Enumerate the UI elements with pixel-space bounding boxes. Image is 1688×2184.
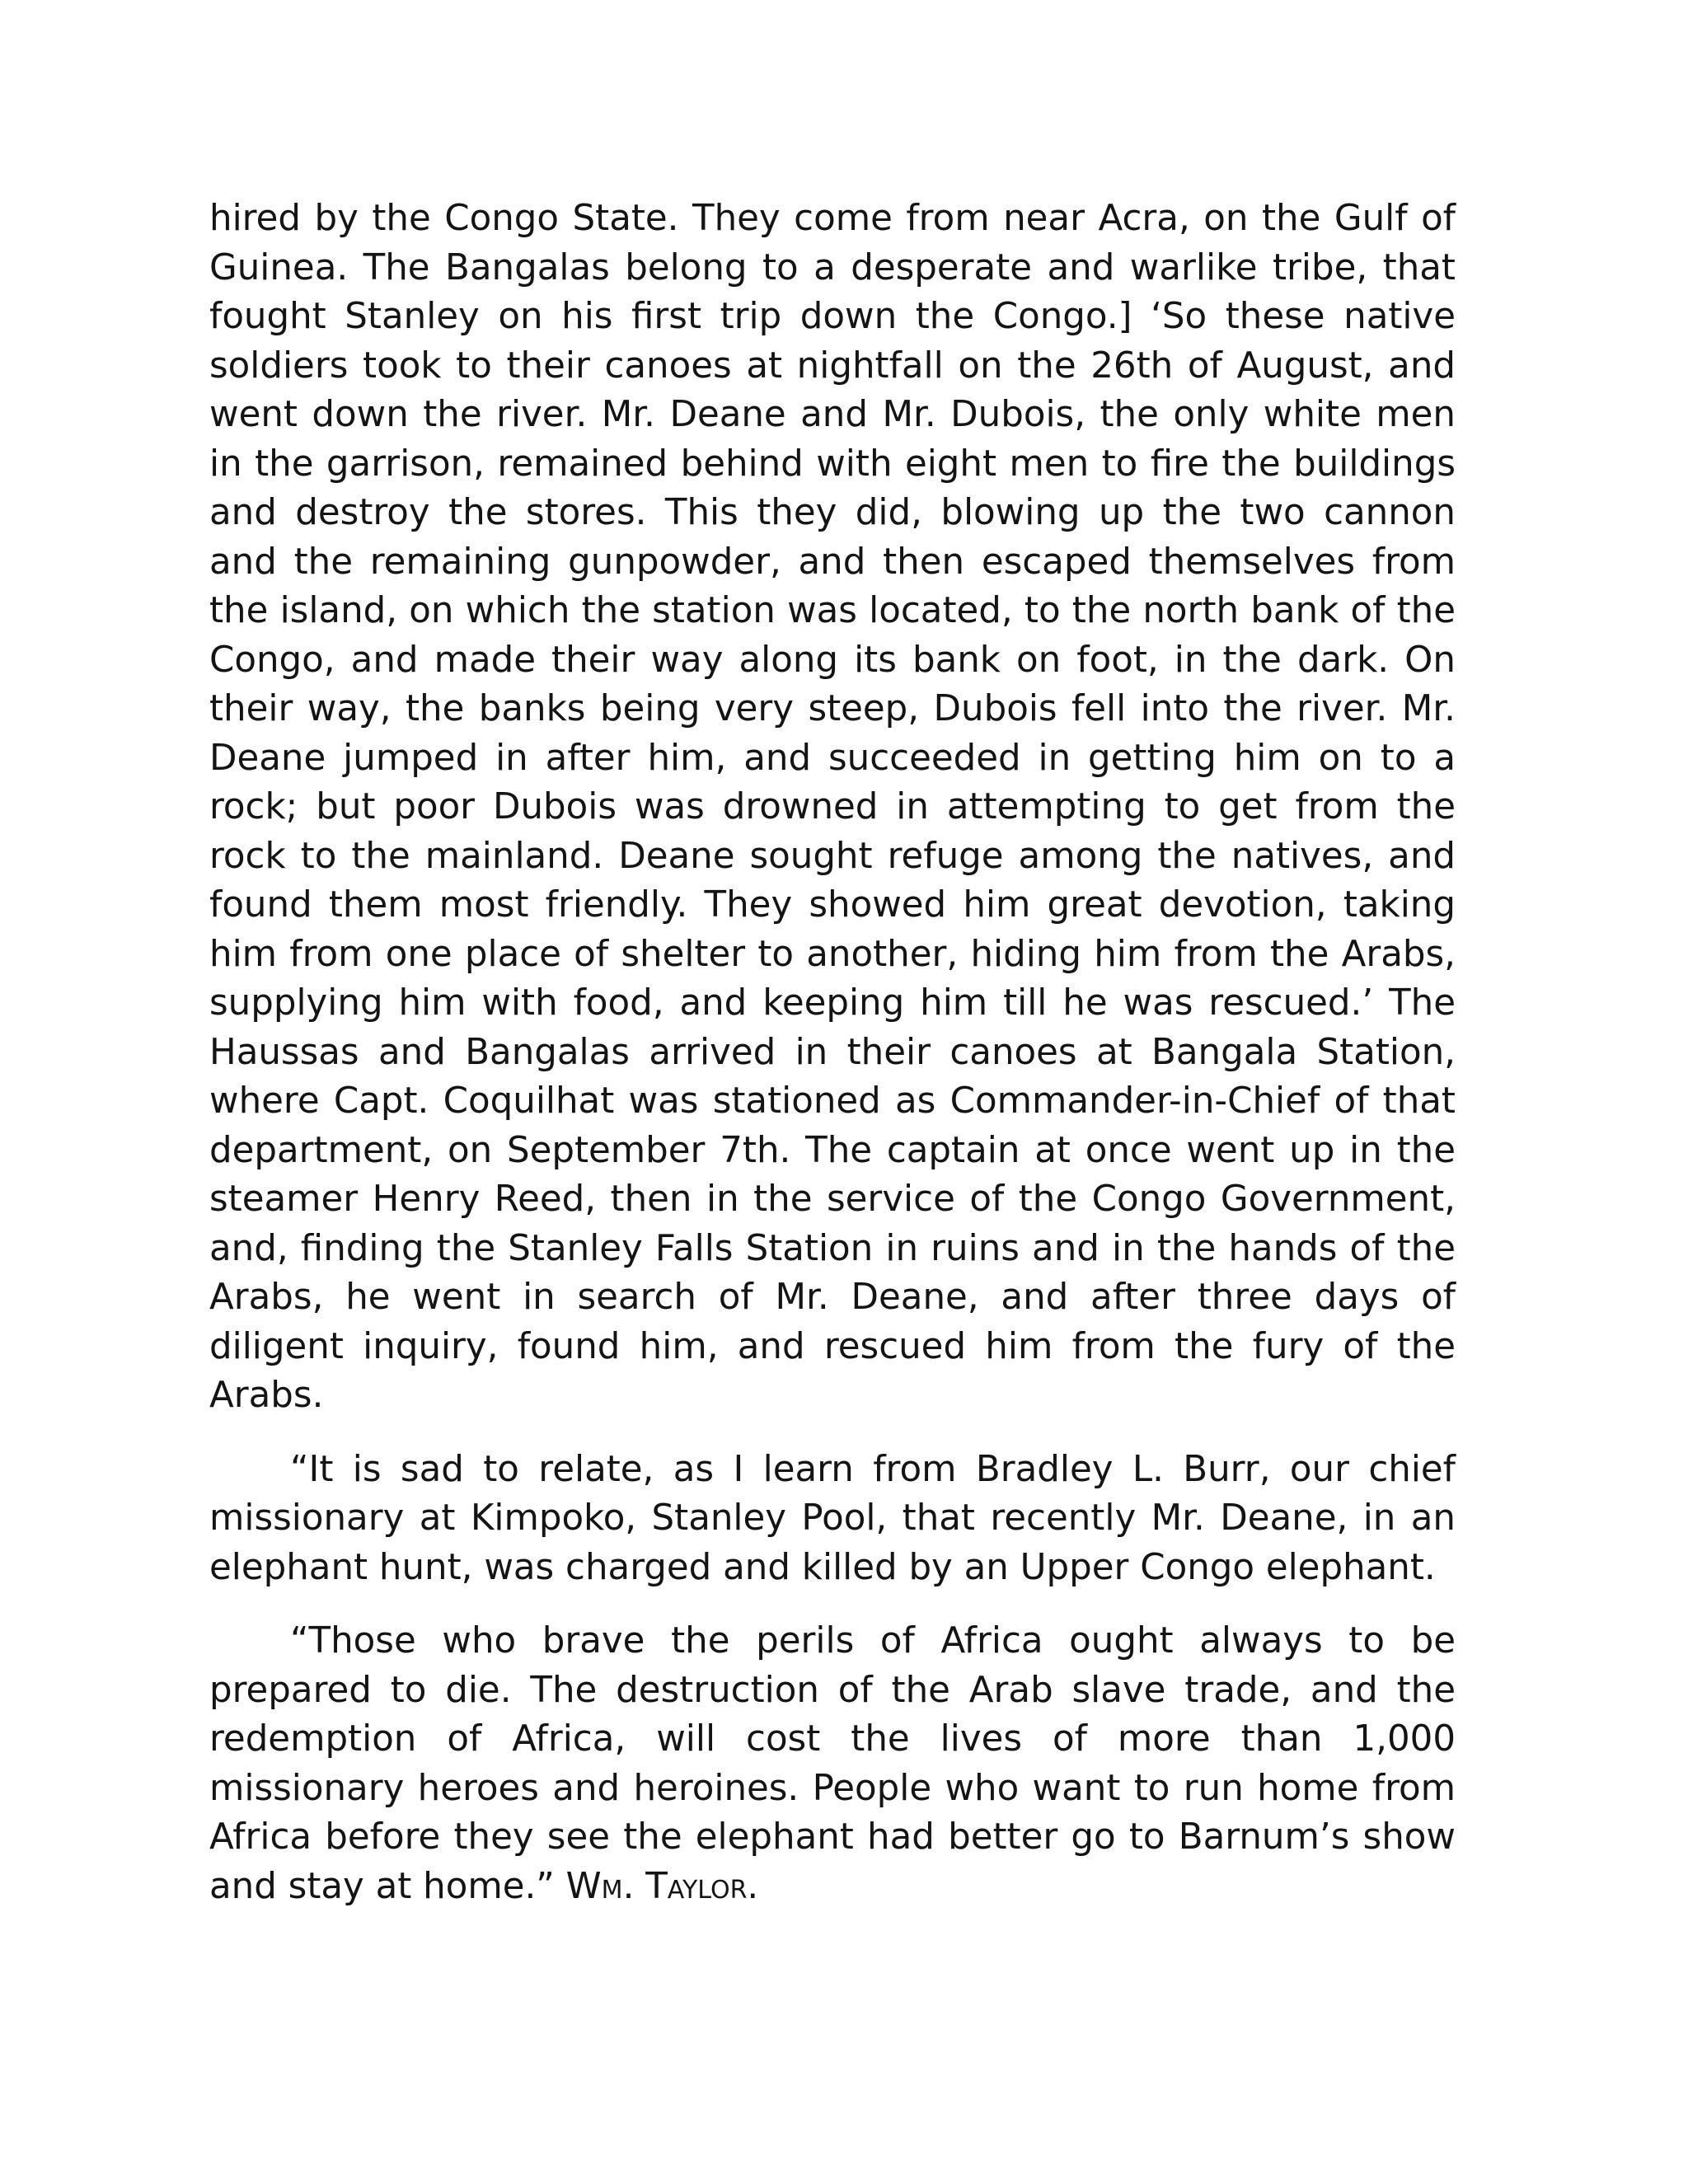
signature: Wm. Taylor.: [565, 1865, 759, 1907]
paragraph-perils-text: “Those who brave the perils of Africa ought always to be prepared to die. The destruction of the Arab slave trade, and the redemption of Africa, will cost the lives of more than 1,000 missionary heroes and heroines. People who want to run home from Africa before they see the elephant had better go to Barnum’s show and stay at home.”: [209, 1620, 1456, 1907]
paragraph-perils-of-africa: [209, 1617, 1456, 1911]
paragraph-deane-death: “It is sad to relate, as I learn from Bradley L. Burr, our chief missionary at Kimpoko, Stanley Pool, that recently Mr. Deane, in an elephant hunt, was charged and killed by an Upper Congo elephant.: [209, 1448, 1456, 1588]
document-page: [209, 194, 1456, 1911]
paragraph-stanley-falls-account: hired by the Congo State. They come from near Acra, on the Gulf of Guinea. The Bangalas belong to a desperate and warlike tribe, that fought Stanley on his first trip down the Congo.] ‘So these native soldiers took to their canoes at nightfall on the 26th of August, and went down the river. Mr. Deane and Mr. Dubois, the only white men in the garrison, remained behind with eight men to fire the buildings and destroy the stores. This they did, blowing up the two cannon and the remaining gunpowder, and then escaped themselves from the island, on which the station was located, to the north bank of the Congo, and made their way along its bank on foot, in the dark. On their way, the banks being very steep, Dubois fell into the river. Mr. Deane jumped in after him, and succeeded in getting him on to a rock; but poor Dubois was drowned in attempting to get from the rock to the mainland. Deane sought refuge among the natives, and found them most friendly. They showed him great devotion, taking him from one place of shelter to another, hiding him from the Arabs, supplying him with food, and keeping him till he was rescued.’ The Haussas and Bangalas arrived in their canoes at Bangala Station, where Capt. Coquilhat was stationed as Commander-in-Chief of that department, on September 7th. The captain at once went up in the steamer Henry Reed, then in the service of the Congo Government, and, finding the Stanley Falls Station in ruins and in the hands of the Arabs, he went in search of Mr. Deane, and after three days of diligent inquiry, found him, and rescued him from the fury of the Arabs.: [209, 198, 1456, 1416]
